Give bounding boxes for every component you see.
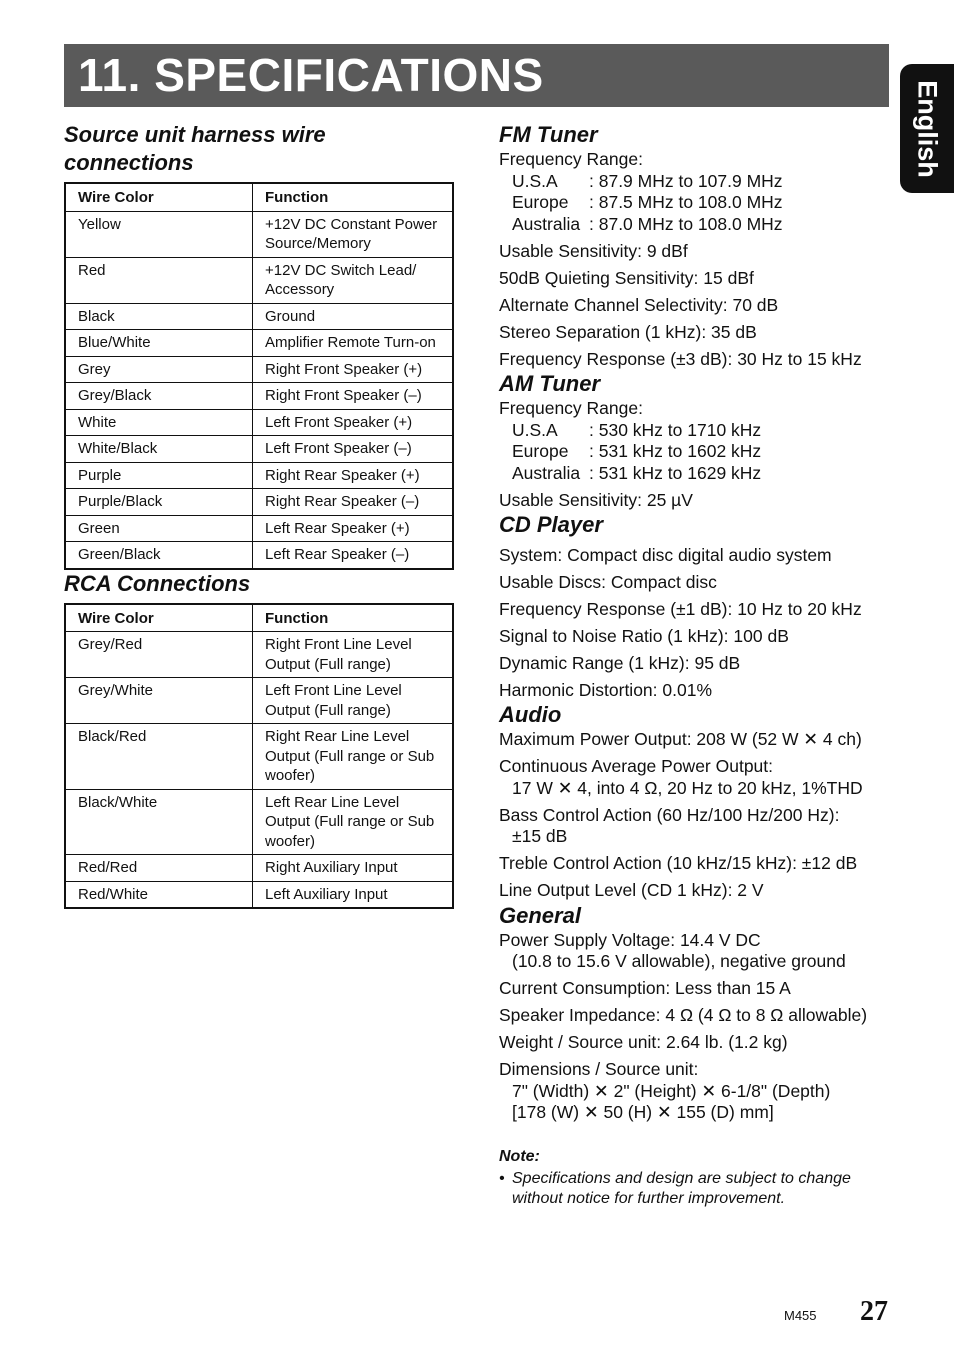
column-header: Wire Color: [65, 604, 253, 632]
audio-treble: Treble Control Action (10 kHz/15 kHz): ±12 dB: [499, 853, 858, 873]
language-tab: [900, 64, 954, 193]
function-cell: Right Front Speaker (–): [253, 383, 454, 410]
table-row: [65, 678, 453, 724]
general-current: Current Consumption: Less than 15 A: [499, 978, 791, 998]
table-row: [65, 855, 453, 882]
general-weight: Weight / Source unit: 2.64 lb. (1.2 kg): [499, 1032, 788, 1052]
am-heading: AM Tuner: [499, 371, 601, 396]
general-impedance: Speaker Impedance: 4 Ω (4 Ω to 8 Ω allowable): [499, 1005, 868, 1025]
table-row: [65, 383, 453, 410]
general-dim-label: Dimensions / Source unit:: [499, 1059, 699, 1079]
model-number: M455: [784, 1308, 817, 1323]
region-label: Europe: [512, 192, 569, 212]
region-label: Australia: [512, 213, 581, 234]
am-ranges: [499, 420, 899, 485]
wire-color-cell: Black: [65, 303, 253, 330]
spec-line: Dynamic Range (1 kHz): 95 dB: [499, 652, 741, 673]
spec-line: Usable Sensitivity: 25 µV: [499, 489, 693, 510]
function-cell: Right Auxiliary Input: [253, 855, 454, 882]
source-harness-table: [64, 182, 454, 570]
wire-color-cell: Purple/Black: [65, 489, 253, 516]
spec-line: Usable Discs: Compact disc: [499, 571, 717, 592]
wire-color-cell: Grey/White: [65, 678, 253, 724]
spec-line: Alternate Channel Selectivity: 70 dB: [499, 294, 779, 315]
cd-lines: [499, 545, 899, 702]
wire-color-cell: Green: [65, 515, 253, 542]
range-value: : 531 kHz to 1602 kHz: [589, 441, 762, 461]
table-header-row: [65, 604, 453, 632]
table-row: [65, 303, 453, 330]
left-column: [64, 121, 454, 909]
column-header: Wire Color: [65, 183, 253, 211]
audio-bass-value: ±15 dB: [512, 826, 568, 846]
fm-frequency-label: Frequency Range:: [499, 149, 643, 169]
column-header: Function: [253, 183, 454, 211]
function-cell: Right Front Speaker (+): [253, 356, 454, 383]
function-cell: Left Rear Line Level Output (Full range or Sub woofer): [253, 789, 454, 855]
audio-cont-label: Continuous Average Power Output:: [499, 756, 774, 776]
audio-cont-value: 17 W ✕ 4, into 4 Ω, 20 Hz to 20 kHz, 1%THD: [512, 777, 863, 798]
wire-color-cell: Black/White: [65, 789, 253, 855]
table-row: [65, 881, 453, 908]
table-row: [65, 436, 453, 463]
right-column: [499, 121, 899, 1208]
table-row: [65, 789, 453, 855]
table-row: [65, 409, 453, 436]
rca-heading: RCA Connections: [64, 570, 251, 596]
wire-color-cell: Red/White: [65, 881, 253, 908]
general-heading: General: [499, 902, 581, 928]
general-power-label: Power Supply Voltage: 14.4 V DC: [499, 929, 761, 950]
wire-color-cell: Yellow: [65, 211, 253, 257]
am-lines: [499, 490, 899, 512]
wire-color-cell: Purple: [65, 462, 253, 489]
general-dim-imperial: 7" (Width) ✕ 2" (Height) ✕ 6-1/8" (Depth): [512, 1080, 831, 1101]
spec-line: System: Compact disc digital audio system: [499, 544, 832, 565]
region-label: Australia: [512, 462, 581, 483]
function-cell: Left Front Line Level Output (Full range): [253, 678, 454, 724]
table-row: [65, 211, 453, 257]
frequency-range-row: [499, 192, 899, 214]
range-value: : 530 kHz to 1710 kHz: [589, 419, 762, 440]
table-row: [65, 489, 453, 516]
general-power-value: (10.8 to 15.6 V allowable), negative ground: [512, 951, 846, 971]
audio-heading: Audio: [499, 702, 562, 727]
wire-color-cell: Grey/Black: [65, 383, 253, 410]
function-cell: Right Rear Line Level Output (Full range or Sub woofer): [253, 724, 454, 790]
function-cell: Amplifier Remote Turn-on: [253, 330, 454, 357]
wire-color-cell: Red: [65, 257, 253, 303]
function-cell: Ground: [253, 303, 454, 330]
page-title: 11. SPECIFICATIONS: [64, 44, 889, 107]
wire-color-cell: Grey/Red: [65, 632, 253, 678]
note-body: [499, 1169, 899, 1208]
audio-line-out: Line Output Level (CD 1 kHz): 2 V: [499, 880, 764, 900]
table-row: [65, 330, 453, 357]
wire-color-cell: Green/Black: [65, 542, 253, 569]
spec-line: Usable Sensitivity: 9 dBf: [499, 240, 688, 261]
spec-line: Frequency Response (±3 dB): 30 Hz to 15 kHz: [499, 348, 862, 369]
function-cell: Right Front Line Level Output (Full range): [253, 632, 454, 678]
spec-line: Signal to Noise Ratio (1 kHz): 100 dB: [499, 625, 789, 646]
wire-color-cell: White/Black: [65, 436, 253, 463]
function-cell: Right Rear Speaker (–): [253, 489, 454, 516]
rca-table: [64, 603, 454, 910]
note-title: Note:: [499, 1147, 540, 1165]
table-row: [65, 542, 453, 569]
spec-line: Harmonic Distortion: 0.01%: [499, 679, 712, 700]
audio-bass-label: Bass Control Action (60 Hz/100 Hz/200 Hz):: [499, 804, 840, 825]
table-row: [65, 632, 453, 678]
range-value: : 87.5 MHz to 108.0 MHz: [589, 192, 783, 212]
function-cell: Left Rear Speaker (–): [253, 542, 454, 569]
region-label: U.S.A: [512, 419, 558, 440]
function-cell: Right Rear Speaker (+): [253, 462, 454, 489]
fm-lines: [499, 241, 899, 371]
function-cell: Left Rear Speaker (+): [253, 515, 454, 542]
range-value: : 87.9 MHz to 107.9 MHz: [589, 170, 783, 191]
note-bullet: •: [499, 1170, 505, 1187]
table-row: [65, 356, 453, 383]
function-cell: +12V DC Switch Lead/ Accessory: [253, 257, 454, 303]
region-label: Europe: [512, 441, 569, 461]
table-row: [65, 515, 453, 542]
wire-color-cell: Grey: [65, 356, 253, 383]
wire-color-cell: White: [65, 409, 253, 436]
language-tab-label: English: [912, 79, 943, 178]
wire-color-cell: Blue/White: [65, 330, 253, 357]
range-value: : 87.0 MHz to 108.0 MHz: [589, 213, 783, 234]
function-cell: Left Front Speaker (+): [253, 409, 454, 436]
frequency-range-row: [499, 171, 899, 193]
wire-color-cell: Red/Red: [65, 855, 253, 882]
wire-color-cell: Black/Red: [65, 724, 253, 790]
spec-line: 50dB Quieting Sensitivity: 15 dBf: [499, 267, 754, 288]
table-row: [65, 257, 453, 303]
region-label: U.S.A: [512, 170, 558, 191]
frequency-range-row: [499, 463, 899, 485]
am-frequency-label: Frequency Range:: [499, 398, 643, 418]
function-cell: Left Auxiliary Input: [253, 881, 454, 908]
general-dim-metric: [178 (W) ✕ 50 (H) ✕ 155 (D) mm]: [512, 1102, 774, 1122]
source-harness-heading: Source unit harness wire connections: [64, 122, 326, 175]
fm-heading: FM Tuner: [499, 122, 598, 147]
table-row: [65, 724, 453, 790]
table-header-row: [65, 183, 453, 211]
function-cell: +12V DC Constant Power Source/Memory: [253, 211, 454, 257]
frequency-range-row: [499, 441, 899, 463]
function-cell: Left Front Speaker (–): [253, 436, 454, 463]
note-text: Specifications and design are subject to change without notice for further improvement.: [512, 1170, 851, 1207]
audio-max-power: Maximum Power Output: 208 W (52 W ✕ 4 ch): [499, 729, 862, 749]
range-value: : 531 kHz to 1629 kHz: [589, 462, 762, 483]
page-number: 27: [860, 1296, 888, 1327]
column-header: Function: [253, 604, 454, 632]
frequency-range-row: [499, 420, 899, 442]
table-row: [65, 462, 453, 489]
cd-heading: CD Player: [499, 512, 603, 537]
frequency-range-row: [499, 214, 899, 236]
spec-line: Frequency Response (±1 dB): 10 Hz to 20 kHz: [499, 598, 862, 619]
spec-line: Stereo Separation (1 kHz): 35 dB: [499, 321, 757, 342]
fm-ranges: [499, 171, 899, 236]
